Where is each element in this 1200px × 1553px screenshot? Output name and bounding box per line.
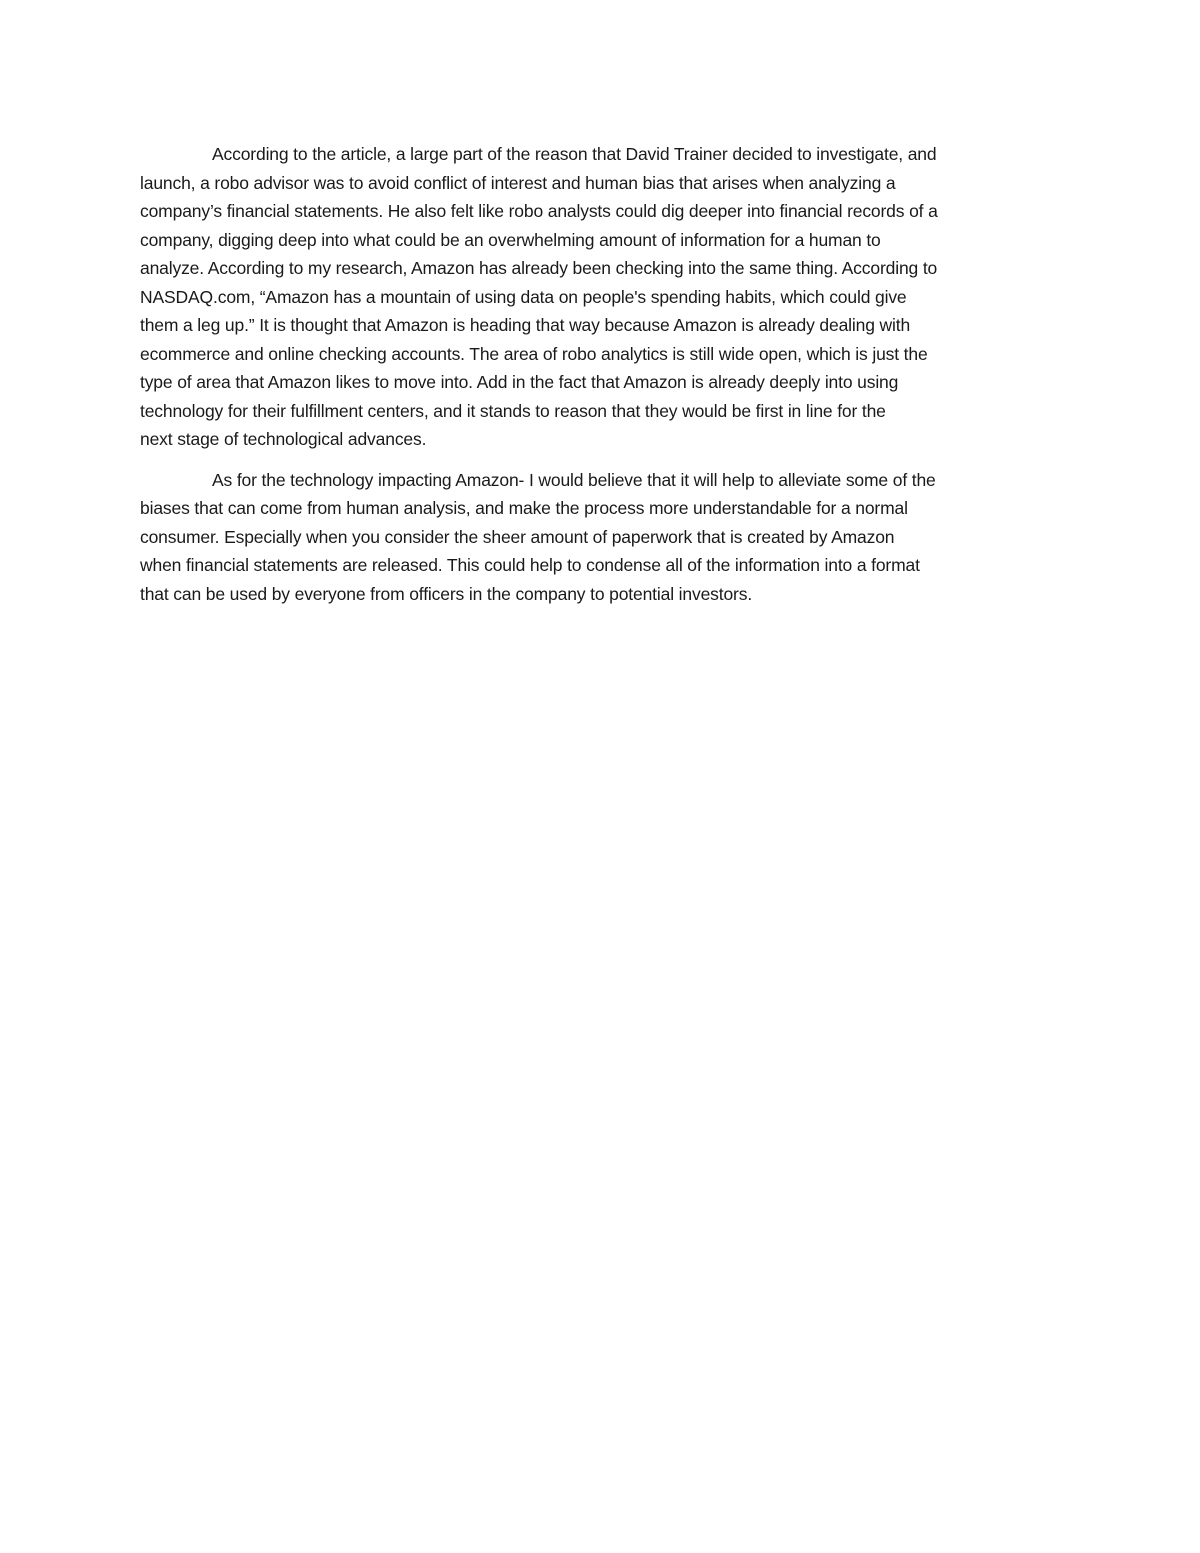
paragraph-line: As for the technology impacting Amazon- I would believe that it will help to alleviate some of the xyxy=(212,469,936,490)
paragraph-line: that can be used by everyone from officers in the company to potential investors. xyxy=(140,583,753,604)
paragraph-line: launch, a robo advisor was to avoid conflict of interest and human bias that arises when analyzing a xyxy=(140,172,896,193)
paragraph-line: next stage of technological advances. xyxy=(140,429,427,449)
paragraph-1 xyxy=(140,140,1062,454)
paragraph-line: According to the article, a large part of the reason that David Trainer decided to investigate, and xyxy=(212,144,937,164)
paragraph-spacer xyxy=(140,454,1062,466)
paragraph-line: NASDAQ.com, “Amazon has a mountain of using data on people's spending habits, which could give xyxy=(140,286,907,307)
paragraph-line: company’s financial statements. He also felt like robo analysts could dig deeper into financial records of a xyxy=(140,201,938,221)
paragraph-line: analyze. According to my research, Amazon has already been checking into the same thing. According to xyxy=(140,258,938,278)
paragraph-line: type of area that Amazon likes to move into. Add in the fact that Amazon is already deeply into using xyxy=(140,372,899,392)
paragraph-line: biases that can come from human analysis, and make the process more understandable for a normal xyxy=(140,498,908,518)
paragraph-2 xyxy=(140,466,1062,609)
document-body xyxy=(140,140,1062,608)
paragraph-line: company, digging deep into what could be an overwhelming amount of information for a human to xyxy=(140,229,881,250)
paragraph-line: ecommerce and online checking accounts. The area of robo analytics is still wide open, which is just the xyxy=(140,343,928,364)
paragraph-line: technology for their fulfillment centers, and it stands to reason that they would be first in line for the xyxy=(140,400,886,421)
paragraph-line: them a leg up.” It is thought that Amazon is heading that way because Amazon is already dealing with xyxy=(140,315,911,335)
paragraph-line: consumer. Especially when you consider the sheer amount of paperwork that is created by Amazon xyxy=(140,526,895,547)
paragraph-line: when financial statements are released. This could help to condense all of the information into a format xyxy=(140,555,920,575)
